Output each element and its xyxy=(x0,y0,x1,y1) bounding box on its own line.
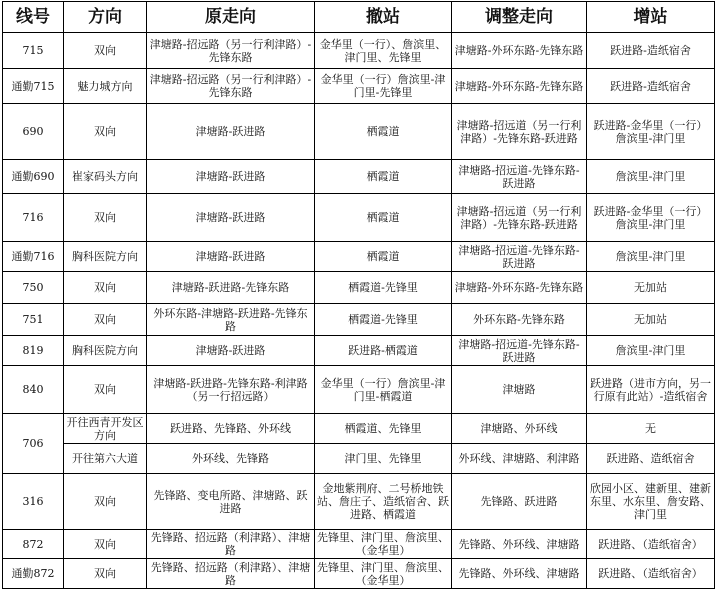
adjusted-route-cell: 津塘路-招远道（另一行利津路）-先锋东路-跃进路 xyxy=(452,194,587,242)
added-stops-cell: 跃进路、造纸宿舍 xyxy=(587,444,715,474)
table-row xyxy=(3,366,715,414)
removed-stops-cell: 栖霞道 xyxy=(315,104,452,160)
added-stops-cell: 无加站 xyxy=(587,304,715,336)
adjusted-route-cell: 津塘路-外环东路-先锋东路 xyxy=(452,69,587,104)
table-row xyxy=(3,530,715,559)
added-stops-cell: 跃进路-造纸宿舍 xyxy=(587,69,715,104)
line-number-cell: 750 xyxy=(3,272,64,304)
table-row xyxy=(3,414,715,444)
original-route-cell: 津塘路-跃进路 xyxy=(147,160,315,194)
original-route-cell: 津塘路-跃进路-先锋东路-利津路（另一行招远路） xyxy=(147,366,315,414)
line-number-cell: 819 xyxy=(3,336,64,366)
direction-cell: 胸科医院方向 xyxy=(64,242,147,272)
line-number-cell: 840 xyxy=(3,366,64,414)
removed-stops-cell: 栖霞道、先锋里 xyxy=(315,414,452,444)
original-route-cell: 津塘路-招远路（另一行利津路）-先锋东路 xyxy=(147,69,315,104)
original-route-cell: 先锋路、招远路（利津路）、津塘路 xyxy=(147,559,315,589)
removed-stops-cell: 跃进路-栖霞道 xyxy=(315,336,452,366)
original-route-cell: 津塘路-招远路（另一行利津路）-先锋东路 xyxy=(147,33,315,69)
direction-cell: 开往第六大道 xyxy=(64,444,147,474)
adjusted-route-cell: 津塘路-招远道（另一行利津路）-先锋东路-跃进路 xyxy=(452,104,587,160)
line-number-cell: 690 xyxy=(3,104,64,160)
added-stops-cell: 詹滨里-津门里 xyxy=(587,242,715,272)
adjusted-route-cell: 津塘路 xyxy=(452,366,587,414)
direction-cell: 双向 xyxy=(64,272,147,304)
table-row xyxy=(3,559,715,589)
original-route-cell: 津塘路-跃进路 xyxy=(147,242,315,272)
removed-stops-cell: 津门里、先锋里 xyxy=(315,444,452,474)
adjusted-route-cell: 津塘路、外环线 xyxy=(452,414,587,444)
table-row xyxy=(3,242,715,272)
line-number-cell: 716 xyxy=(3,194,64,242)
added-stops-cell: 无加站 xyxy=(587,272,715,304)
removed-stops-cell: 栖霞道 xyxy=(315,160,452,194)
adjusted-route-cell: 外环线、津塘路、利津路 xyxy=(452,444,587,474)
removed-stops-cell: 先锋里、津门里、詹滨里、（金华里） xyxy=(315,559,452,589)
header-added-stops: 增站 xyxy=(587,2,715,33)
removed-stops-cell: 金华里（一行）詹滨里-津门里-先锋里 xyxy=(315,69,452,104)
added-stops-cell: 无 xyxy=(587,414,715,444)
direction-cell: 双向 xyxy=(64,304,147,336)
removed-stops-cell: 栖霞道 xyxy=(315,242,452,272)
original-route-cell: 津塘路-跃进路 xyxy=(147,336,315,366)
line-number-cell: 715 xyxy=(3,33,64,69)
removed-stops-cell: 金华里（一行）、詹滨里、津门里、先锋里 xyxy=(315,33,452,69)
original-route-cell: 津塘路-跃进路 xyxy=(147,194,315,242)
line-number-cell: 通勤716 xyxy=(3,242,64,272)
direction-cell: 胸科医院方向 xyxy=(64,336,147,366)
table-row xyxy=(3,194,715,242)
table-row xyxy=(3,444,715,474)
removed-stops-cell: 栖霞道-先锋里 xyxy=(315,304,452,336)
removed-stops-cell: 金地紫荆府、二号桥地铁站、詹庄子、造纸宿舍、跃进路、栖霞道 xyxy=(315,474,452,530)
table-row xyxy=(3,336,715,366)
adjusted-route-cell: 先锋路、外环线、津塘路 xyxy=(452,559,587,589)
line-number-cell: 通勤690 xyxy=(3,160,64,194)
line-number-cell: 751 xyxy=(3,304,64,336)
header-row xyxy=(3,2,715,33)
original-route-cell: 津塘路-跃进路-先锋东路 xyxy=(147,272,315,304)
direction-cell: 崔家码头方向 xyxy=(64,160,147,194)
adjusted-route-cell: 先锋路、外环线、津塘路 xyxy=(452,530,587,559)
added-stops-cell: 跃进路（进市方向，另一行原有此站）-造纸宿舍 xyxy=(587,366,715,414)
table-row xyxy=(3,272,715,304)
original-route-cell: 先锋路、变电所路、津塘路、跃进路 xyxy=(147,474,315,530)
adjusted-route-cell: 津塘路-外环东路-先锋东路 xyxy=(452,33,587,69)
added-stops-cell: 跃进路-金华里（一行）詹滨里-津门里 xyxy=(587,104,715,160)
header-adjusted-route: 调整走向 xyxy=(452,2,587,33)
removed-stops-cell: 栖霞道-先锋里 xyxy=(315,272,452,304)
line-number-cell: 316 xyxy=(3,474,64,530)
original-route-cell: 先锋路、招远路（利津路）、津塘路 xyxy=(147,530,315,559)
adjusted-route-cell: 津塘路-招远道-先锋东路-跃进路 xyxy=(452,336,587,366)
added-stops-cell: 跃进路、（造纸宿舍） xyxy=(587,530,715,559)
header-line-number: 线号 xyxy=(3,2,64,33)
direction-cell: 双向 xyxy=(64,194,147,242)
removed-stops-cell: 先锋里、津门里、詹滨里、（金华里） xyxy=(315,530,452,559)
header-direction: 方向 xyxy=(64,2,147,33)
original-route-cell: 外环东路-津塘路-跃进路-先锋东路 xyxy=(147,304,315,336)
direction-cell: 双向 xyxy=(64,559,147,589)
direction-cell: 双向 xyxy=(64,33,147,69)
direction-cell: 双向 xyxy=(64,366,147,414)
adjusted-route-cell: 津塘路-外环东路-先锋东路 xyxy=(452,272,587,304)
adjusted-route-cell: 先锋路、跃进路 xyxy=(452,474,587,530)
direction-cell: 魅力城方向 xyxy=(64,69,147,104)
direction-cell: 双向 xyxy=(64,104,147,160)
line-number-cell: 通勤872 xyxy=(3,559,64,589)
original-route-cell: 跃进路、先锋路、外环线 xyxy=(147,414,315,444)
route-adjustment-table xyxy=(2,1,715,589)
table-row xyxy=(3,304,715,336)
original-route-cell: 津塘路-跃进路 xyxy=(147,104,315,160)
line-number-cell: 706 xyxy=(3,414,64,474)
table-row xyxy=(3,160,715,194)
table-row xyxy=(3,69,715,104)
added-stops-cell: 跃进路、（造纸宿舍） xyxy=(587,559,715,589)
line-number-cell: 通勤715 xyxy=(3,69,64,104)
added-stops-cell: 跃进路-金华里（一行）詹滨里-津门里 xyxy=(587,194,715,242)
removed-stops-cell: 栖霞道 xyxy=(315,194,452,242)
added-stops-cell: 欣园小区、建新里、建新东里、水东里、詹安路、津门里 xyxy=(587,474,715,530)
added-stops-cell: 詹滨里-津门里 xyxy=(587,336,715,366)
direction-cell: 开往西青开发区方向 xyxy=(64,414,147,444)
direction-cell: 双向 xyxy=(64,474,147,530)
adjusted-route-cell: 津塘路-招远道-先锋东路-跃进路 xyxy=(452,242,587,272)
table-row xyxy=(3,33,715,69)
adjusted-route-cell: 外环东路-先锋东路 xyxy=(452,304,587,336)
direction-cell: 双向 xyxy=(64,530,147,559)
removed-stops-cell: 金华里（一行）詹滨里-津门里-栖霞道 xyxy=(315,366,452,414)
header-original-route: 原走向 xyxy=(147,2,315,33)
original-route-cell: 外环线、先锋路 xyxy=(147,444,315,474)
adjusted-route-cell: 津塘路-招远道-先锋东路-跃进路 xyxy=(452,160,587,194)
table-row xyxy=(3,104,715,160)
added-stops-cell: 詹滨里-津门里 xyxy=(587,160,715,194)
table-row xyxy=(3,474,715,530)
header-removed-stops: 撤站 xyxy=(315,2,452,33)
added-stops-cell: 跃进路-造纸宿舍 xyxy=(587,33,715,69)
line-number-cell: 872 xyxy=(3,530,64,559)
